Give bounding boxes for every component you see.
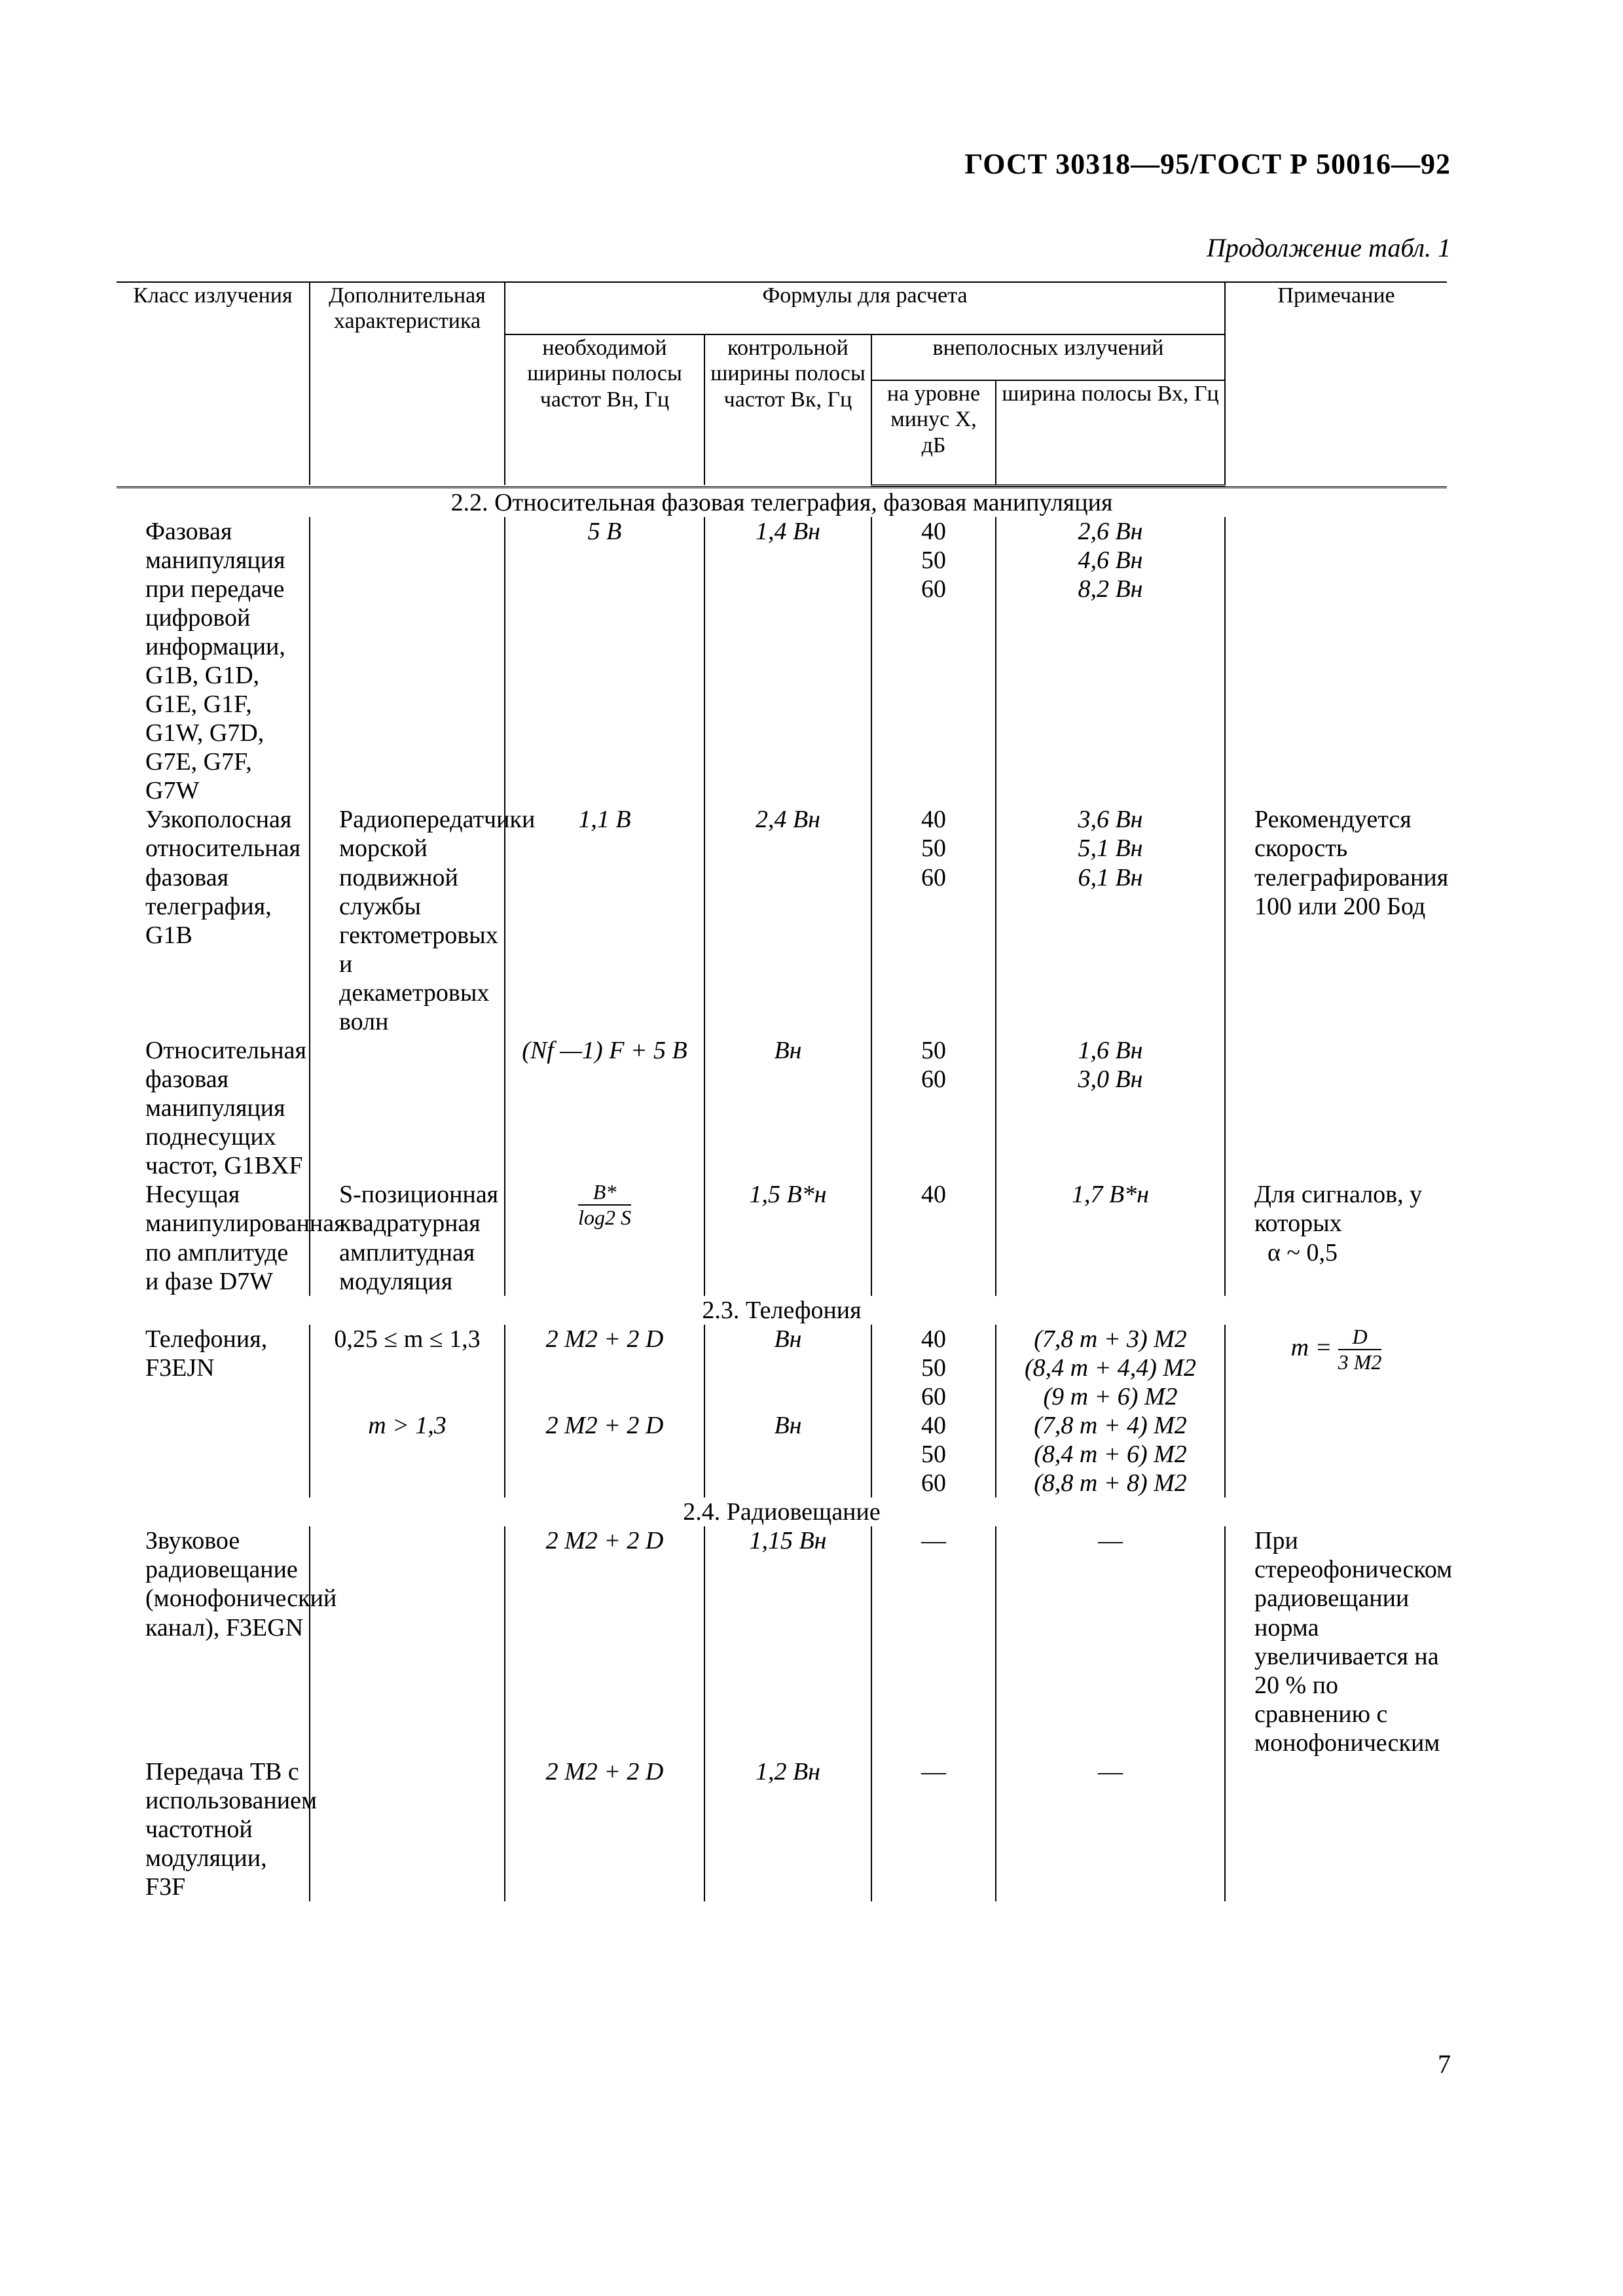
table-continuation-label: Продолжение табл. 1: [1206, 233, 1451, 262]
control-bandwidth: 2,4 Bн: [704, 805, 871, 1036]
extra-characteristic: [310, 1757, 505, 1901]
note: [1225, 1411, 1447, 1498]
extra-characteristic: [310, 1036, 505, 1180]
note: [1225, 1757, 1447, 1901]
fraction-numerator: B*: [578, 1180, 631, 1206]
extra-characteristic: m > 1,3: [310, 1411, 505, 1498]
fraction-denominator: 3 M2: [1338, 1350, 1382, 1374]
document-header: ГОСТ 30318—95/ГОСТ Р 50016—92: [964, 148, 1451, 180]
note: [1225, 1325, 1447, 1411]
necessary-bandwidth: [505, 1180, 704, 1295]
header-width: ширина полосы Вх, Гц: [996, 380, 1225, 485]
extra-characteristic: S-позиционная квадратурная амплитудная модуляция: [310, 1180, 505, 1295]
header-extra: Дополнительная характеристика: [310, 282, 505, 485]
section-2-4: [117, 1498, 1447, 1526]
emission-class: Узкополосная относительная фазовая телеграфия, G1B: [117, 805, 310, 1036]
extra-characteristic: [310, 1526, 505, 1757]
level-db: —: [871, 1757, 996, 1901]
header-level: на уровне минус X, дБ: [871, 380, 996, 485]
band-width: 1,7 B*н: [996, 1180, 1225, 1295]
necessary-bandwidth: 2 M2 + 2 D: [505, 1757, 704, 1901]
control-bandwidth: 1,2 Bн: [704, 1757, 871, 1901]
emission-class: Телефония, F3EJN: [117, 1325, 310, 1411]
note: [1225, 517, 1447, 806]
emission-class-table: [117, 281, 1453, 1901]
necessary-bandwidth: 2 M2 + 2 D: [505, 1411, 704, 1498]
note-text: Для сигналов, у которых: [1254, 1181, 1423, 1238]
band-width: (7,8 m + 3) M2 (8,4 m + 4,4) M2 (9 m + 6) M2: [996, 1325, 1225, 1411]
fraction-denominator: log2 S: [578, 1206, 631, 1230]
fraction: [578, 1180, 631, 1230]
extra-characteristic: [310, 517, 505, 806]
control-bandwidth: 1,15 Bн: [704, 1526, 871, 1757]
note-alpha: α ~ 0,5: [1267, 1238, 1338, 1266]
emission-class: Передача ТВ с использованием частотной модуляции, F3F: [117, 1757, 310, 1901]
section-title: 2.4. Радиовещание: [683, 1498, 881, 1526]
control-bandwidth: Bн: [704, 1325, 871, 1411]
table-row: [117, 517, 1447, 806]
section-title: 2.3. Телефония: [702, 1296, 862, 1324]
fraction: [1338, 1325, 1382, 1374]
necessary-bandwidth: 1,1 B: [505, 805, 704, 1036]
emission-class: [117, 1411, 310, 1498]
necessary-bandwidth: 5 B: [505, 517, 704, 806]
note-lhs: m =: [1290, 1333, 1332, 1361]
section-title: 2.2. Относительная фазовая телеграфия, фазовая манипуляция: [450, 488, 1113, 516]
table-row: [117, 805, 1447, 1036]
header-note: Примечание: [1225, 282, 1447, 485]
level-db: 40 50 60: [871, 517, 996, 806]
emission-class: Относительная фазовая манипуляция поднесущих частот, G1BXF: [117, 1036, 310, 1180]
extra-characteristic: Радиопередатчики морской подвижной службы гектометровых и декаметровых волн: [310, 805, 505, 1036]
fraction-numerator: D: [1338, 1325, 1382, 1350]
header-outband: внеполосных излучений: [871, 334, 1225, 380]
header-class: Класс излучения: [117, 282, 310, 485]
control-bandwidth: 1,4 Bн: [704, 517, 871, 806]
header-formulas: Формулы для расчета: [505, 282, 1225, 334]
level-db: 40 50 60: [871, 1325, 996, 1411]
section-2-3: [117, 1296, 1447, 1325]
header-control: контрольной ширины полосы частот Вк, Гц: [704, 334, 871, 485]
level-db: 40 50 60: [871, 805, 996, 1036]
level-db: 40: [871, 1180, 996, 1295]
necessary-bandwidth: 2 M2 + 2 D: [505, 1526, 704, 1757]
table-row: [117, 1036, 1447, 1180]
note: [1225, 1036, 1447, 1180]
emission-class: Несущая манипулированная по амплитуде и фазе D7W: [117, 1180, 310, 1295]
page-number: 7: [1438, 2049, 1451, 2079]
control-bandwidth: Bн: [704, 1036, 871, 1180]
note: При стереофоническом радиовещании норма увеличивается на 20 % по сравнению с монофоническим: [1254, 1527, 1453, 1757]
emission-class: Фазовая манипуляция при передаче цифровой информации, G1B, G1D, G1E, G1F, G1W, G7D, G7E, G7F, G7W: [117, 517, 310, 806]
necessary-bandwidth: 2 M2 + 2 D: [505, 1325, 704, 1411]
band-width: 3,6 Bн 5,1 Bн 6,1 Bн: [996, 805, 1225, 1036]
control-bandwidth: 1,5 B*н: [704, 1180, 871, 1295]
table-row: [117, 1411, 1447, 1498]
level-db: —: [871, 1526, 996, 1757]
table-row: [117, 1180, 1447, 1295]
table-row: [117, 1526, 1447, 1757]
band-width: —: [996, 1526, 1225, 1757]
band-width: 2,6 Bн 4,6 Bн 8,2 Bн: [996, 517, 1225, 806]
note: [1225, 1180, 1447, 1295]
control-bandwidth: Bн: [704, 1411, 871, 1498]
extra-characteristic: 0,25 ≤ m ≤ 1,3: [310, 1325, 505, 1411]
header-necessary: необходимой ширины полосы частот Вн, Гц: [505, 334, 704, 485]
section-2-2: [117, 487, 1447, 517]
band-width: (7,8 m + 4) M2 (8,4 m + 6) M2 (8,8 m + 8) M2: [996, 1411, 1225, 1498]
note: Рекомендуется скорость телеграфирования 100 или 200 Бод: [1254, 806, 1449, 920]
level-db: 40 50 60: [871, 1411, 996, 1498]
necessary-bandwidth: (Nf —1) F + 5 B: [505, 1036, 704, 1180]
band-width: 1,6 Bн 3,0 Bн: [996, 1036, 1225, 1180]
level-db: 50 60: [871, 1036, 996, 1180]
table-row: [117, 1325, 1447, 1411]
table-row: [117, 1757, 1447, 1901]
emission-class: Звуковое радиовещание (монофонический канал), F3EGN: [117, 1526, 310, 1757]
band-width: —: [996, 1757, 1225, 1901]
